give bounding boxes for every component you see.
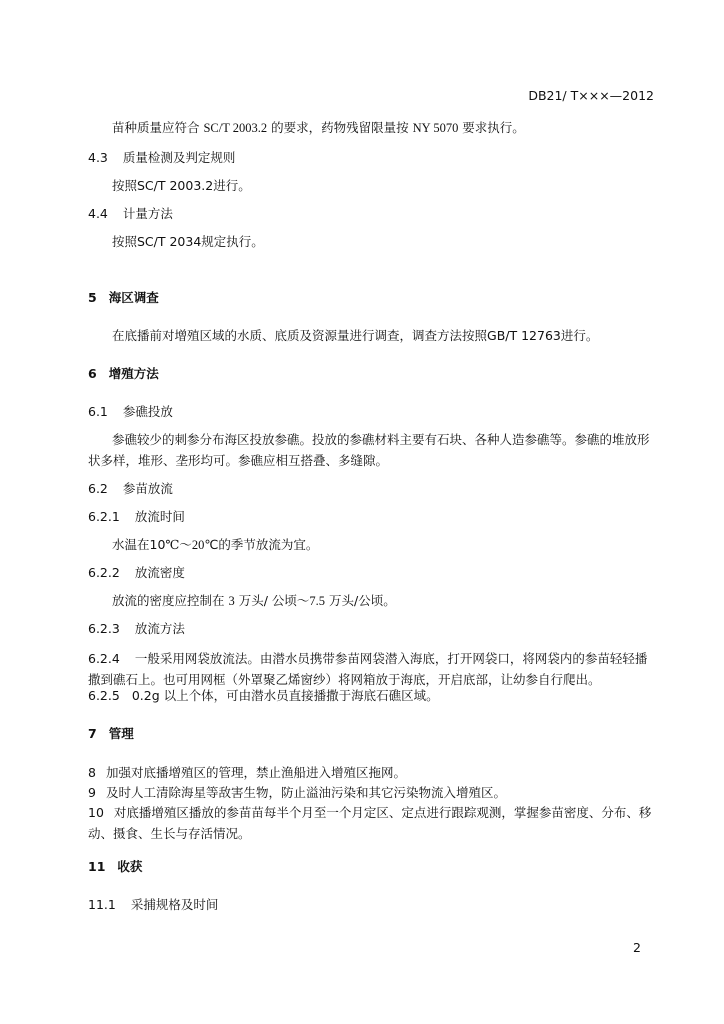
section-number: 7 xyxy=(88,726,97,741)
section-11-1-heading xyxy=(88,897,218,913)
section-title: 放流时间 xyxy=(134,509,185,524)
section-6-1-text-line-2: 状多样，堆形、垄形均可。参礁应相互搭叠、多缝隙。 xyxy=(88,453,389,468)
section-number: 6.2.1 xyxy=(88,509,120,524)
section-7-heading xyxy=(88,726,134,742)
density-value: 7.5 xyxy=(309,594,326,608)
section-6-2-2-text xyxy=(112,593,396,609)
paragraph-text: 的要求，药物残留限量按 xyxy=(267,120,413,135)
section-6-2-1-heading xyxy=(88,509,185,525)
section-11-heading xyxy=(88,859,142,875)
section-4-3-heading xyxy=(88,150,235,166)
section-5-heading xyxy=(88,290,159,306)
section-10-line-2: 动、摄食、生长与存活情况。 xyxy=(88,826,251,841)
section-6-1-text-line-1: 参礁较少的刺参分布海区投放参礁。投放的参礁材料主要有石块、各种人造参礁等。参礁的堆放形 xyxy=(112,432,650,447)
paragraph-text: 及时人工清除海星等敌害生物，防止溢油污染和其它污染物流入增殖区。 xyxy=(105,785,506,800)
section-number: 6 xyxy=(88,366,97,381)
standard-reference: SC/T 2003.2 xyxy=(203,121,268,135)
section-number: 6.2.3 xyxy=(88,621,120,636)
section-number: 6.1 xyxy=(88,404,108,419)
section-title: 参礁投放 xyxy=(122,404,173,419)
paragraph-text: 对底播增殖区播放的参苗苗每半个月至一个月定区、定点进行跟踪观测，掌握参苗密度、分布、移 xyxy=(113,805,652,820)
section-number: 11 xyxy=(88,859,106,874)
paragraph-text: 一般采用网袋放流法。由潜水员携带参苗网袋潜入海底，打开网袋口，将网袋内的参苗轻轻播 xyxy=(134,651,648,666)
section-6-2-4-line-1 xyxy=(88,651,647,667)
section-title: 海区调查 xyxy=(108,290,159,305)
section-title: 计量方法 xyxy=(122,206,173,221)
section-title: 质量检测及判定规则 xyxy=(122,150,236,165)
section-6-1-heading xyxy=(88,404,173,420)
section-number: 6.2.2 xyxy=(88,565,120,580)
section-6-2-2-heading xyxy=(88,565,185,581)
paragraph-text: 苗种质量应符合 xyxy=(112,120,204,135)
section-title: 放流密度 xyxy=(134,565,185,580)
section-4-4-text: 按照SC/T 2034规定执行。 xyxy=(112,234,264,249)
paragraph-seed-quality xyxy=(112,120,525,136)
section-number: 6.2.4 xyxy=(88,651,120,666)
section-number: 4.3 xyxy=(88,150,108,165)
section-8 xyxy=(88,765,406,781)
section-10-line-1 xyxy=(88,805,651,821)
section-4-3-text: 按照SC/T 2003.2进行。 xyxy=(112,178,251,193)
paragraph-text: 加强对底播增殖区的管理，禁止渔船进入增殖区拖网。 xyxy=(105,765,406,780)
section-4-4-heading xyxy=(88,206,173,222)
section-number: 5 xyxy=(88,290,97,305)
section-6-2-5 xyxy=(88,688,439,704)
section-number: 11.1 xyxy=(88,897,116,912)
density-value: 3 xyxy=(228,594,235,608)
temperature-range: ℃～20 xyxy=(165,538,205,552)
paragraph-text: 0.2g 以上个体，可由潜水员直接播撒于海底石礁区域。 xyxy=(131,688,439,703)
paragraph-text: 万头/公顷。 xyxy=(325,593,396,608)
standard-reference: NY 5070 xyxy=(412,121,459,135)
section-title: 增殖方法 xyxy=(108,366,159,381)
page-header: DB21/ T×××—2012 xyxy=(528,88,654,103)
section-number: 9 xyxy=(88,785,96,800)
section-title: 放流方法 xyxy=(134,621,185,636)
section-9 xyxy=(88,785,506,801)
paragraph-text: 要求执行。 xyxy=(458,120,525,135)
paragraph-text: 水温在10 xyxy=(112,537,166,552)
section-6-2-3-heading xyxy=(88,621,185,637)
section-5-text: 在底播前对增殖区域的水质、底质及资源量进行调查，调查方法按照GB/T 12763进行。 xyxy=(112,328,599,343)
section-title: 采捕规格及时间 xyxy=(130,897,219,912)
section-6-heading xyxy=(88,366,159,382)
section-number: 8 xyxy=(88,765,96,780)
section-6-2-1-text xyxy=(112,537,318,553)
paragraph-text: 万头/ 公顷～ xyxy=(234,593,310,608)
paragraph-text: 放流的密度应控制在 xyxy=(112,593,229,608)
section-title: 收获 xyxy=(117,859,143,874)
section-number: 4.4 xyxy=(88,206,108,221)
paragraph-text: ℃的季节放流为宜。 xyxy=(204,537,319,552)
section-6-2-4-line-2: 撒到礁石上。也可用网框（外罩聚乙烯窗纱）将网箱放于海底，开启底部，让幼参自行爬出。 xyxy=(88,672,601,687)
section-number: 6.2 xyxy=(88,481,108,496)
page-number: 2 xyxy=(633,940,641,955)
section-6-2-heading xyxy=(88,481,173,497)
section-number: 10 xyxy=(88,805,104,820)
section-title: 管理 xyxy=(108,726,134,741)
section-number: 6.2.5 xyxy=(88,688,120,703)
section-title: 参苗放流 xyxy=(122,481,173,496)
